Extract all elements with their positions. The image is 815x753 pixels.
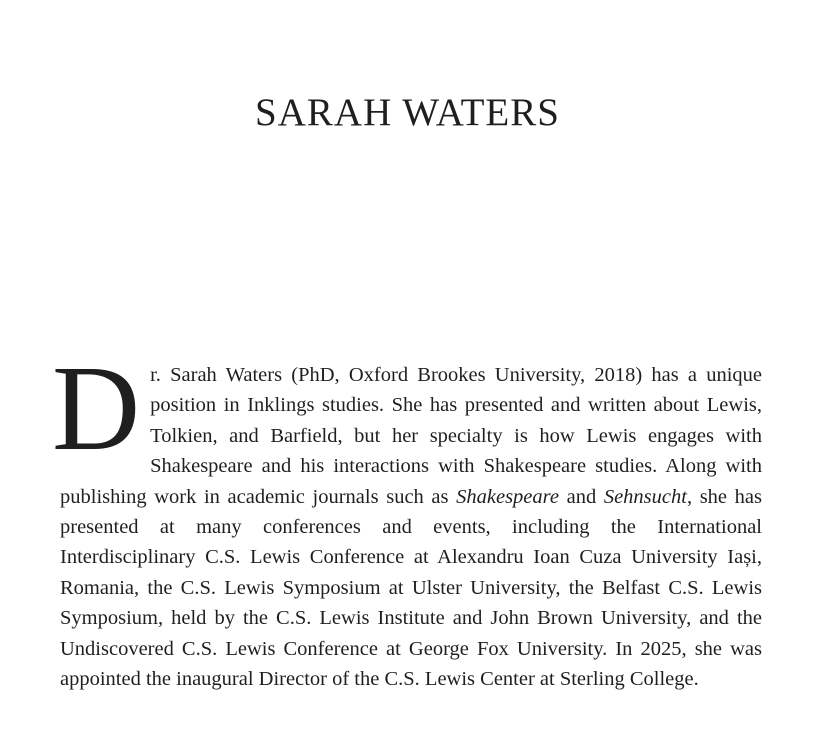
journal-title-shakespeare: Shakespeare <box>456 485 559 508</box>
author-bio-paragraph <box>52 341 762 694</box>
bio-text-part-3: , she has presented at many conferences and events, including the International Interdisciplinary C.S. Lewis Conference at Alexandru Ioan Cuza University Iași, Romania, the C.S. Lewis Symposium at Ulster University, the Belfast C.S. Lewis Symposium, held by the C.S. Lewis Institute and John Brown University, and the Undiscovered C.S. Lewis Conference at George Fox University. In 2025, she was appointed the inaugural Director of the C.S. Lewis Center at Sterling College. <box>60 485 762 691</box>
drop-cap-letter: D <box>52 341 141 476</box>
journal-title-sehnsucht: Sehnsucht <box>603 485 687 508</box>
bio-text-part-1: r. Sarah Waters (PhD, Oxford Brookes University, 2018) has a unique position in Inklings studies. She has presented and written about Lewis, Tolkien, and Barfield, but her specialty is how Lewis engages with Shakespeare and his interactions with Shakespeare studies. Along with publishing work in academic journals such as <box>60 364 762 508</box>
bio-text-part-2: and <box>558 485 604 508</box>
author-name-heading: SARAH WATERS <box>255 91 560 134</box>
